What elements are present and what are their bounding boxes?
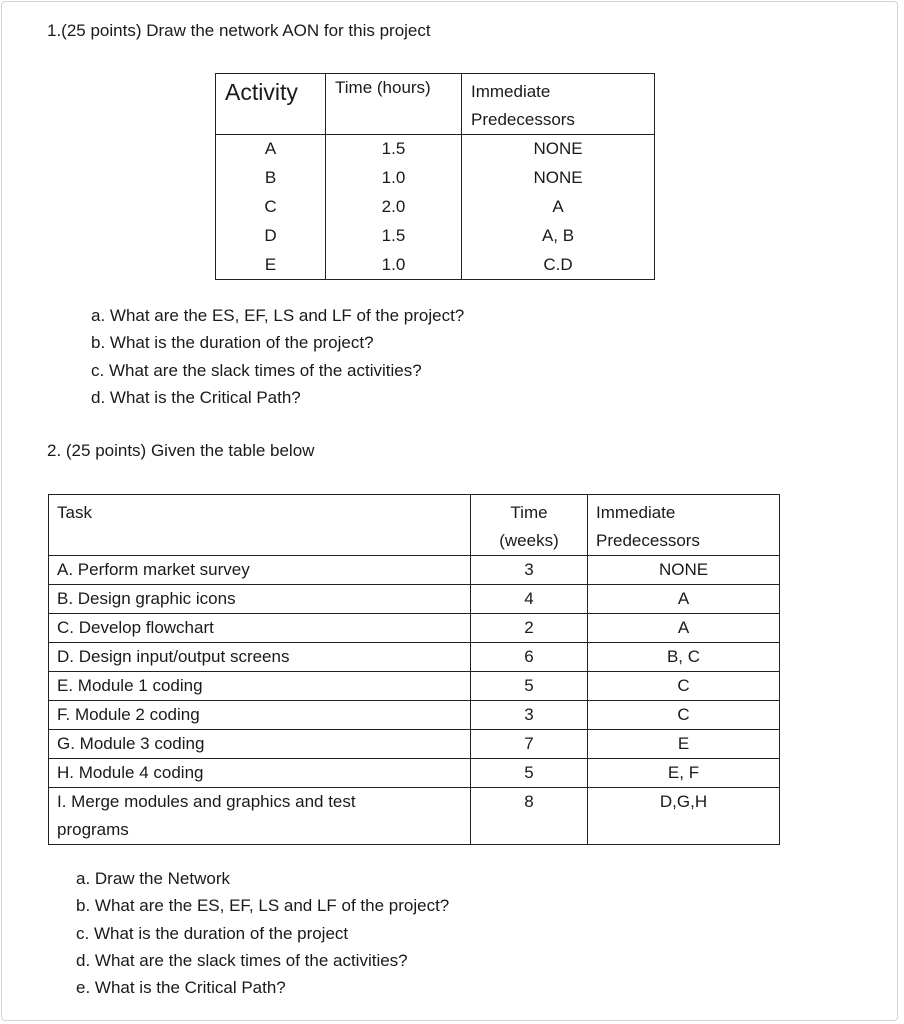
header-predecessors-line2: Predecessors	[471, 110, 575, 129]
time-cell: 2.0	[326, 193, 462, 222]
activity-cell: C	[216, 193, 326, 222]
header-time-line1: Time	[510, 503, 548, 522]
activity-table	[215, 73, 655, 280]
activity-cell: B	[216, 164, 326, 193]
header-task-label: Task	[57, 503, 92, 522]
predecessor-value: NONE	[533, 139, 583, 159]
task-cell-line2: programs	[57, 820, 129, 839]
list-item: a. What are the ES, EF, LS and LF of the project?	[91, 306, 465, 325]
table-row	[216, 164, 655, 193]
header-predecessors-line2: Predecessors	[596, 531, 700, 550]
task-cell: C. Develop flowchart	[49, 614, 471, 643]
time-cell: 1.0	[326, 251, 462, 280]
predecessor-cell: A	[588, 614, 780, 643]
task-cell: G. Module 3 coding	[49, 730, 471, 759]
table-row	[216, 135, 655, 164]
predecessor-value: A	[552, 197, 564, 216]
predecessor-cell: C	[588, 672, 780, 701]
predecessor-cell: NONE	[588, 556, 780, 585]
table-header-row	[216, 74, 655, 135]
time-cell: 6	[471, 643, 588, 672]
time-cell: 8	[471, 788, 588, 845]
header-predecessors-line1: Immediate	[596, 503, 676, 522]
list-item: b. What is the duration of the project?	[91, 333, 374, 353]
header-time-line2: (weeks)	[499, 531, 559, 550]
header-time-weeks	[471, 495, 588, 556]
table-row	[49, 788, 780, 845]
question-1-subquestions	[91, 302, 464, 411]
predecessor-cell: E, F	[588, 759, 780, 788]
predecessor-cell: E	[588, 730, 780, 759]
list-item: c. What are the slack times of the activities?	[91, 360, 422, 380]
predecessor-cell	[462, 193, 655, 222]
list-item: d. What is the Critical Path?	[91, 387, 301, 407]
table-row	[49, 759, 780, 788]
predecessor-value: C.D	[543, 254, 573, 274]
list-item: d. What are the slack times of the activities?	[76, 950, 408, 970]
time-cell: 1.5	[326, 222, 462, 251]
predecessor-cell: B, C	[588, 643, 780, 672]
time-cell: 4	[471, 585, 588, 614]
table-row	[49, 585, 780, 614]
list-item: b. What are the ES, EF, LS and LF of the project?	[76, 896, 450, 916]
header-predecessors	[588, 495, 780, 556]
question-2-title: 2. (25 points) Given the table below	[47, 441, 315, 460]
activity-cell: A	[216, 135, 326, 164]
header-time-hours: Time (hours)	[326, 74, 462, 135]
task-cell: A. Perform market survey	[49, 556, 471, 585]
header-predecessors-line1: Immediate	[471, 82, 551, 101]
task-cell: B. Design graphic icons	[49, 585, 471, 614]
task-cell: H. Module 4 coding	[49, 759, 471, 788]
task-cell-line1: I. Merge modules and graphics and test	[57, 792, 356, 811]
task-table	[48, 494, 780, 845]
predecessor-cell	[462, 222, 655, 251]
time-cell: 2	[471, 614, 588, 643]
predecessor-cell	[462, 135, 655, 164]
activity-cell: E	[216, 251, 326, 280]
time-cell: 7	[471, 730, 588, 759]
header-task	[49, 495, 471, 556]
time-cell: 5	[471, 759, 588, 788]
list-item: c. What is the duration of the project	[76, 923, 349, 943]
table-row	[216, 222, 655, 251]
task-cell	[49, 788, 471, 845]
predecessor-cell	[462, 251, 655, 280]
task-cell: E. Module 1 coding	[49, 672, 471, 701]
header-predecessors	[462, 74, 655, 135]
table-header-row	[49, 495, 780, 556]
header-activity: Activity	[216, 74, 326, 135]
table-row	[216, 251, 655, 280]
time-cell: 1.0	[326, 164, 462, 193]
table-row	[49, 730, 780, 759]
task-cell: F. Module 2 coding	[49, 701, 471, 730]
table-row	[49, 672, 780, 701]
table-row	[49, 701, 780, 730]
list-item: e. What is the Critical Path?	[76, 978, 286, 998]
time-cell: 5	[471, 672, 588, 701]
activity-cell: D	[216, 222, 326, 251]
task-cell: D. Design input/output screens	[49, 643, 471, 672]
predecessor-cell: C	[588, 701, 780, 730]
table-row	[49, 614, 780, 643]
predecessor-cell	[462, 164, 655, 193]
question-2-subquestions	[76, 865, 449, 1001]
list-item: a. Draw the Network	[76, 869, 230, 888]
time-cell: 3	[471, 701, 588, 730]
time-cell: 3	[471, 556, 588, 585]
predecessor-cell: D,G,H	[588, 788, 780, 845]
table-row	[49, 556, 780, 585]
predecessor-cell: A	[588, 585, 780, 614]
predecessor-value: NONE	[533, 168, 583, 187]
question-1-title: 1.(25 points) Draw the network AON for this project	[47, 21, 431, 40]
predecessor-value: A, B	[541, 226, 575, 245]
table-row	[49, 643, 780, 672]
table-row	[216, 193, 655, 222]
time-cell: 1.5	[326, 135, 462, 164]
